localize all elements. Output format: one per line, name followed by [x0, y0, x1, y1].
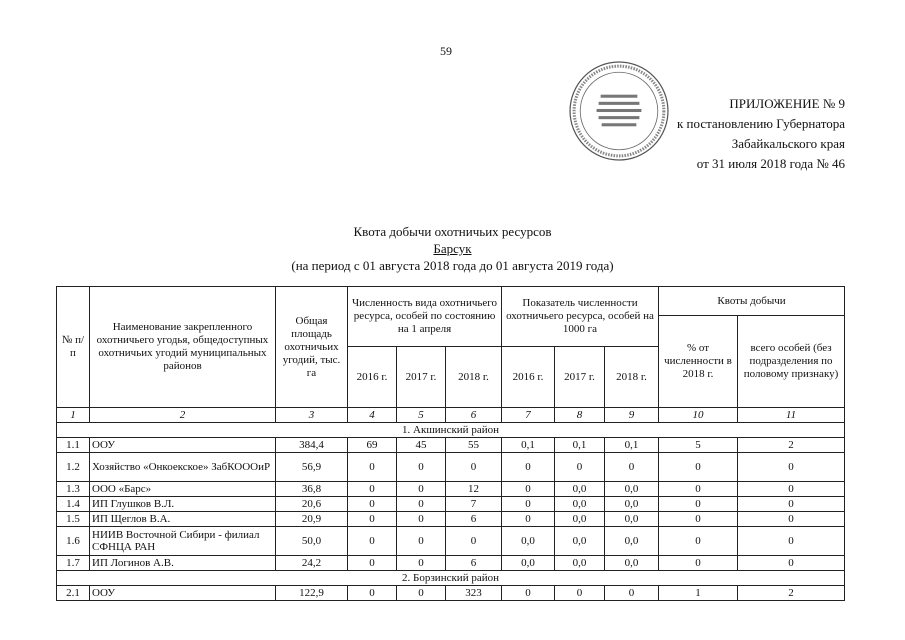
row-value: 0 — [605, 453, 659, 482]
header-count-2017: 2017 г. — [397, 347, 446, 408]
row-value: 12 — [446, 482, 502, 497]
table-row — [57, 556, 845, 571]
row-value: 0 — [446, 453, 502, 482]
row-name: ИП Глушков В.Л. — [90, 497, 276, 512]
row-value: 0 — [502, 482, 555, 497]
row-value: 0 — [659, 556, 738, 571]
row-value: 0 — [659, 497, 738, 512]
row-number: 1.5 — [57, 512, 90, 527]
header-count-2018: 2018 г. — [446, 347, 502, 408]
row-number: 1.4 — [57, 497, 90, 512]
row-value: 0 — [348, 527, 397, 556]
header-num: № п/п — [57, 287, 90, 408]
row-number: 1.6 — [57, 527, 90, 556]
row-name: Хозяйство «Онкоекское» ЗабКОООиР — [90, 453, 276, 482]
row-value: 24,2 — [276, 556, 348, 571]
row-name: ИП Логинов А.В. — [90, 556, 276, 571]
row-name: ООО «Барс» — [90, 482, 276, 497]
row-value: 0 — [659, 482, 738, 497]
row-value: 0 — [348, 453, 397, 482]
row-value: 0 — [348, 512, 397, 527]
row-value: 0 — [397, 497, 446, 512]
header-quota-total: всего особей (без подразделения по половому признаку) — [738, 316, 845, 408]
row-value: 0 — [397, 453, 446, 482]
row-value: 0 — [502, 497, 555, 512]
table-row — [57, 527, 845, 556]
row-value: 55 — [446, 438, 502, 453]
col-index: 5 — [397, 408, 446, 423]
row-value: 0 — [397, 586, 446, 601]
row-value: 0 — [738, 556, 845, 571]
col-index: 2 — [90, 408, 276, 423]
row-value: 0,1 — [605, 438, 659, 453]
col-index: 1 — [57, 408, 90, 423]
row-name: ИП Щеглов В.А. — [90, 512, 276, 527]
header-density-2017: 2017 г. — [555, 347, 605, 408]
row-value: 0 — [348, 556, 397, 571]
col-index: 11 — [738, 408, 845, 423]
header-density: Показатель численности охотничьего ресурса, особей на 1000 га — [502, 287, 659, 347]
row-value: 0 — [738, 497, 845, 512]
row-value: 2 — [738, 438, 845, 453]
page-number: 59 — [440, 44, 452, 58]
row-name: ООУ — [90, 586, 276, 601]
header-quota: Квоты добычи — [659, 287, 845, 316]
header-quota-pct: % от численности в 2018 г. — [659, 316, 738, 408]
row-name: НИИВ Восточной Сибири - филиал СФНЦА РАН — [90, 527, 276, 556]
row-value: 0,0 — [502, 527, 555, 556]
row-value: 0 — [659, 527, 738, 556]
row-value: 0,0 — [605, 527, 659, 556]
col-index: 7 — [502, 408, 555, 423]
row-value: 0 — [397, 482, 446, 497]
row-value: 0,0 — [605, 556, 659, 571]
species-name: Барсук — [433, 241, 472, 256]
row-value: 0,0 — [555, 482, 605, 497]
table-row — [57, 482, 845, 497]
row-number: 1.1 — [57, 438, 90, 453]
col-index: 4 — [348, 408, 397, 423]
column-index-row — [57, 408, 845, 423]
row-value: 0,0 — [605, 482, 659, 497]
row-value: 1 — [659, 586, 738, 601]
row-value: 0 — [738, 512, 845, 527]
row-value: 6 — [446, 512, 502, 527]
table-row — [57, 453, 845, 482]
col-index: 9 — [605, 408, 659, 423]
row-value: 0,0 — [555, 512, 605, 527]
section-header-row — [57, 571, 845, 586]
table-row — [57, 438, 845, 453]
row-value: 0,0 — [555, 497, 605, 512]
row-value: 0 — [502, 512, 555, 527]
row-value: 56,9 — [276, 453, 348, 482]
row-value: 384,4 — [276, 438, 348, 453]
appendix-block — [620, 94, 845, 174]
section-title: 2. Борзинский район — [57, 571, 845, 586]
row-value: 0 — [348, 482, 397, 497]
row-value: 0 — [659, 453, 738, 482]
row-value: 323 — [446, 586, 502, 601]
row-value: 6 — [446, 556, 502, 571]
row-value: 0 — [502, 453, 555, 482]
col-index: 6 — [446, 408, 502, 423]
col-index: 3 — [276, 408, 348, 423]
row-value: 5 — [659, 438, 738, 453]
section-title: 1. Акшинский район — [57, 423, 845, 438]
section-header-row — [57, 423, 845, 438]
appendix-decree: к постановлению Губернатора — [676, 116, 845, 131]
table-row — [57, 512, 845, 527]
row-value: 20,9 — [276, 512, 348, 527]
header-density-2016: 2016 г. — [502, 347, 555, 408]
row-value: 0 — [397, 512, 446, 527]
row-value: 50,0 — [276, 527, 348, 556]
header-count: Численность вида охотничьего ресурса, особей по состоянию на 1 апреля — [348, 287, 502, 347]
row-value: 0 — [738, 527, 845, 556]
row-number: 1.7 — [57, 556, 90, 571]
row-value: 122,9 — [276, 586, 348, 601]
row-number: 2.1 — [57, 586, 90, 601]
row-name: ООУ — [90, 438, 276, 453]
appendix-region: Забайкальского края — [731, 136, 845, 151]
row-value: 0 — [348, 586, 397, 601]
row-value: 0,0 — [502, 556, 555, 571]
header-count-2016: 2016 г. — [348, 347, 397, 408]
row-value: 0 — [348, 497, 397, 512]
row-value: 36,8 — [276, 482, 348, 497]
header-area: Общая площадь охотничьих угодий, тыс. га — [276, 287, 348, 408]
row-value: 0 — [555, 586, 605, 601]
period-text: (на период с 01 августа 2018 года до 01 августа 2019 года) — [291, 258, 614, 273]
document-title: Квота добычи охотничьих ресурсов — [353, 224, 552, 239]
row-value: 0 — [397, 556, 446, 571]
row-value: 0 — [738, 453, 845, 482]
row-value: 0,0 — [555, 556, 605, 571]
quota-table — [56, 286, 845, 601]
row-number: 1.2 — [57, 453, 90, 482]
row-value: 20,6 — [276, 497, 348, 512]
row-value: 0 — [605, 586, 659, 601]
table-row — [57, 586, 845, 601]
row-value: 0 — [502, 586, 555, 601]
row-value: 0 — [659, 512, 738, 527]
row-value: 0 — [446, 527, 502, 556]
row-value: 0,0 — [605, 512, 659, 527]
table-body — [57, 423, 845, 601]
row-value: 0,1 — [502, 438, 555, 453]
row-value: 2 — [738, 586, 845, 601]
row-value: 0 — [397, 527, 446, 556]
col-index: 10 — [659, 408, 738, 423]
row-value: 0,1 — [555, 438, 605, 453]
row-value: 7 — [446, 497, 502, 512]
appendix-date: от 31 июля 2018 года № 46 — [696, 156, 845, 171]
row-value: 0,0 — [555, 527, 605, 556]
row-value: 0 — [738, 482, 845, 497]
row-number: 1.3 — [57, 482, 90, 497]
row-value: 69 — [348, 438, 397, 453]
row-value: 0 — [555, 453, 605, 482]
header-name: Наименование закрепленного охотничьего угодья, общедоступных охотничьих угодий муниципальных районов — [90, 287, 276, 408]
row-value: 0,0 — [605, 497, 659, 512]
table-row — [57, 497, 845, 512]
header-density-2018: 2018 г. — [605, 347, 659, 408]
col-index: 8 — [555, 408, 605, 423]
row-value: 45 — [397, 438, 446, 453]
appendix-title: ПРИЛОЖЕНИЕ № 9 — [729, 96, 845, 111]
